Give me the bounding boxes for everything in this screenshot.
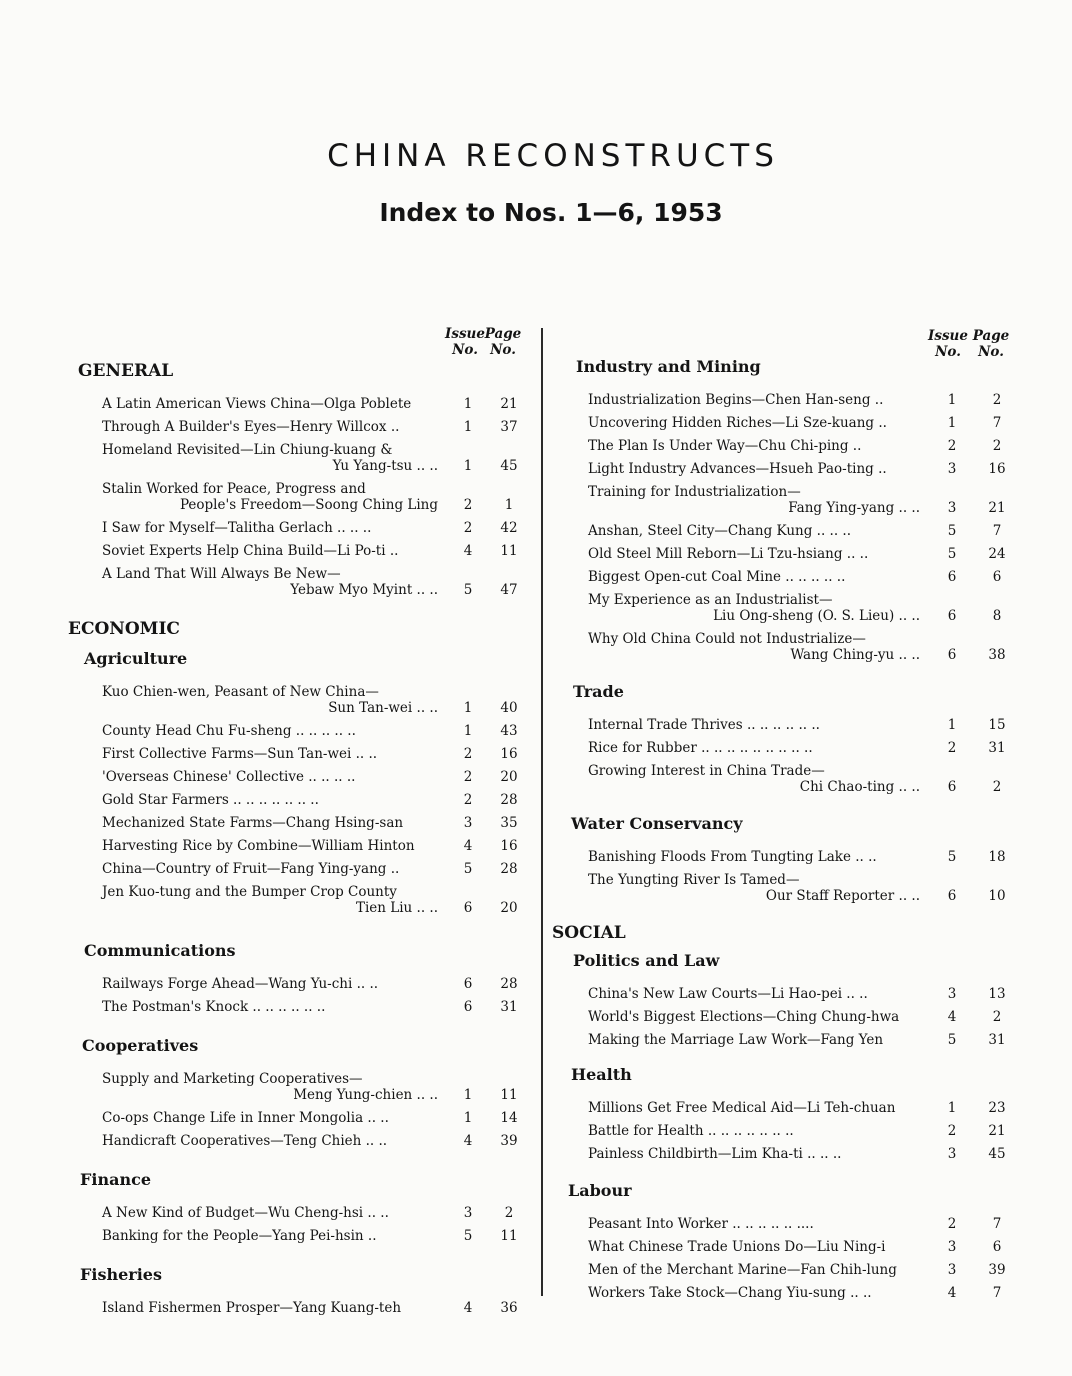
page-number: 2 [504,1205,514,1221]
entry-title: Railways Forge Ahead—Wang Yu-chi .. .. [102,976,379,992]
page-number: 45 [500,458,518,474]
issue-number: 2 [947,740,957,756]
entry-title: Uncovering Hidden Riches—Li Sze-kuang .. [588,415,887,431]
index-entry [68,1228,530,1244]
issue-number: 1 [463,1110,473,1126]
subsection-heading-water: Water Conservancy [571,814,743,833]
fisheries-entries [68,1300,530,1316]
issue-number: 3 [947,1239,957,1255]
politics-entries [550,986,1020,1048]
issue-number: 4 [947,1009,957,1025]
entry-author: People's Freedom—Soong Ching Ling [179,497,438,513]
page-number: 21 [500,396,518,412]
issue-number: 4 [463,543,473,559]
page-number: 28 [500,861,518,877]
index-entry [550,763,1020,795]
page-number: 2 [992,1009,1002,1025]
issue-number: 6 [947,608,957,624]
entry-title: Battle for Health .. .. .. .. .. .. .. [588,1123,794,1139]
page-number: 35 [500,815,518,831]
entry-title: Co-ops Change Life in Inner Mongolia .. .. [102,1110,389,1126]
entry-title: Growing Interest in China Trade— [588,763,825,779]
index-entry [550,592,1020,624]
issue-number: 4 [463,1300,473,1316]
issue-number: 2 [463,497,473,513]
index-entry [550,717,1020,733]
communications-entries [68,976,530,1015]
issue-number: 6 [947,779,957,795]
entry-title: Painless Childbirth—Lim Kha-ti .. .. .. [588,1146,842,1162]
page-number: 21 [988,1123,1006,1139]
index-entry [550,1262,1020,1278]
index-subtitle: Index to Nos. 1—6, 1953 [379,198,723,227]
issue-number: 1 [463,458,473,474]
page-number: 1 [504,497,514,513]
index-entry [68,861,530,877]
page-number: 11 [500,543,518,559]
page-number: 11 [500,1228,518,1244]
index-entry [550,484,1020,516]
subsection-heading-communications: Communications [84,941,236,960]
page-number: 18 [988,849,1006,865]
entry-title: A Land That Will Always Be New— [102,566,341,582]
index-entry [550,392,1020,408]
issue-no-label: No. [935,344,961,360]
page-number: 6 [992,1239,1002,1255]
issue-number: 6 [947,888,957,904]
column-header [68,320,530,360]
page-number: 15 [988,717,1006,733]
entry-author: Yebaw Myo Myint .. .. [290,582,438,598]
page-number: 7 [992,1216,1002,1232]
issue-number: 3 [463,1205,473,1221]
entry-title: Internal Trade Thrives .. .. .. .. .. .. [588,717,820,733]
entry-title: Light Industry Advances—Hsueh Pao-ting .. [588,461,887,477]
issue-number: 1 [947,392,957,408]
index-entry [550,849,1020,865]
column-header [550,320,1020,360]
page-number: 37 [500,419,518,435]
subsection-heading-cooperatives: Cooperatives [82,1036,199,1055]
general-entries [68,396,530,598]
entry-author: Liu Ong-sheng (O. S. Lieu) .. .. [713,608,920,624]
index-entry [550,1216,1020,1232]
page-number: 39 [500,1133,518,1149]
subsection-heading-trade: Trade [573,682,624,701]
entry-author: Fang Ying-yang .. .. [788,500,920,516]
entry-title: Workers Take Stock—Chang Yiu-sung .. .. [588,1285,872,1301]
issue-number: 1 [463,700,473,716]
entry-author: Meng Yung-chien .. .. [293,1087,438,1103]
page-number: 2 [992,779,1002,795]
entry-title: Men of the Merchant Marine—Fan Chih-lung [588,1262,897,1278]
index-entry [68,815,530,831]
entry-title: Biggest Open-cut Coal Mine .. .. .. .. .. [588,569,846,585]
index-entry [68,1110,530,1126]
issue-number: 6 [463,976,473,992]
index-entry [68,520,530,536]
entry-title: Harvesting Rice by Combine—William Hinton [102,838,415,854]
index-entry [550,631,1020,663]
page-header-label: Page [484,326,522,342]
section-heading-general: GENERAL [78,361,174,381]
finance-entries [68,1205,530,1244]
page-number: 45 [988,1146,1006,1162]
issue-number: 2 [947,438,957,454]
issue-number: 3 [947,1146,957,1162]
page-number: 16 [988,461,1006,477]
page-number: 21 [988,500,1006,516]
entry-title: Banishing Floods From Tungting Lake .. .. [588,849,877,865]
index-entry [550,461,1020,477]
page-number: 10 [988,888,1006,904]
issue-number: 5 [463,1228,473,1244]
issue-number: 6 [947,647,957,663]
page-number: 42 [500,520,518,536]
health-entries [550,1100,1020,1162]
section-heading-economic: ECONOMIC [68,619,180,639]
entry-title: Training for Industrialization— [588,484,801,500]
index-entry [68,419,530,435]
entry-title: Handicraft Cooperatives—Teng Chieh .. .. [102,1133,388,1149]
index-entry [68,1205,530,1221]
issue-number: 5 [947,523,957,539]
entry-title: The Plan Is Under Way—Chu Chi-ping .. [588,438,862,454]
index-entry [68,442,530,474]
page-number: 7 [992,523,1002,539]
page-header-label: Page [972,328,1010,344]
index-entry [68,746,530,762]
subsection-heading-finance: Finance [80,1170,151,1189]
index-entry [68,976,530,992]
entry-author: Our Staff Reporter .. .. [765,888,920,904]
entry-title: What Chinese Trade Unions Do—Liu Ning-i [588,1239,886,1255]
page-number: 20 [500,769,518,785]
entry-title: Banking for the People—Yang Pei-hsin .. [102,1228,377,1244]
entry-title: Anshan, Steel City—Chang Kung .. .. .. [588,523,851,539]
entry-title: Rice for Rubber .. .. .. .. .. .. .. .. .. [588,740,813,756]
page-number: 6 [992,569,1002,585]
page-number: 43 [500,723,518,739]
index-entry [550,415,1020,431]
index-entry [68,1133,530,1149]
entry-title: Gold Star Farmers .. .. .. .. .. .. .. [102,792,319,808]
issue-number: 2 [947,1123,957,1139]
issue-number: 2 [463,769,473,785]
issue-no-label: No. [452,342,478,358]
index-entry [68,1071,530,1103]
index-entry [68,481,530,513]
water-entries [550,849,1020,904]
page-number: 7 [992,415,1002,431]
page-number: 31 [500,999,518,1015]
issue-number: 1 [463,396,473,412]
issue-number: 4 [947,1285,957,1301]
entry-title: County Head Chu Fu-sheng .. .. .. .. .. [102,723,356,739]
issue-number: 3 [947,500,957,516]
issue-header-label: Issue [928,328,968,344]
index-entry [550,740,1020,756]
issue-number: 3 [463,815,473,831]
page-no-label: No. [490,342,516,358]
entry-author: Wang Ching-yu .. .. [790,647,920,663]
entry-title: Stalin Worked for Peace, Progress and [102,481,366,497]
issue-number: 3 [947,986,957,1002]
subsection-heading-politics: Politics and Law [573,951,720,970]
cooperatives-entries [68,1071,530,1149]
entry-title: The Postman's Knock .. .. .. .. .. .. [102,999,326,1015]
issue-number: 5 [947,1032,957,1048]
entry-title: Mechanized State Farms—Chang Hsing-san [102,815,404,831]
index-entry [68,884,530,916]
page-number: 8 [992,608,1002,624]
entry-title: Why Old China Could not Industrialize— [588,631,866,647]
entry-author: Sun Tan-wei .. .. [328,700,438,716]
entry-title: Supply and Marketing Cooperatives— [102,1071,363,1087]
issue-number: 2 [947,1216,957,1232]
index-entry [550,872,1020,904]
page-number: 7 [992,1285,1002,1301]
index-entry [550,1239,1020,1255]
entry-title: Making the Marriage Law Work—Fang Yen [588,1032,884,1048]
issue-number: 2 [463,792,473,808]
issue-number: 2 [463,520,473,536]
publication-title: CHINA RECONSTRUCTS [327,138,779,174]
index-entry [68,1300,530,1316]
entry-title: I Saw for Myself—Talitha Gerlach .. .. .. [102,520,372,536]
entry-author: Chi Chao-ting .. .. [799,779,920,795]
column-divider [541,328,543,1296]
subsection-heading-agriculture: Agriculture [84,649,188,668]
page-number: 40 [500,700,518,716]
index-entry [68,684,530,716]
entry-title: Through A Builder's Eyes—Henry Willcox .. [102,419,400,435]
index-entry [68,543,530,559]
issue-number: 5 [463,582,473,598]
index-entry [550,1123,1020,1139]
index-entry [68,769,530,785]
index-entry [550,1285,1020,1301]
issue-number: 3 [947,1262,957,1278]
page-number: 28 [500,976,518,992]
issue-number: 1 [463,723,473,739]
entry-title: Old Steel Mill Reborn—Li Tzu-hsiang .. .. [588,546,869,562]
issue-number: 6 [463,900,473,916]
index-entry [550,438,1020,454]
page-number: 31 [988,740,1006,756]
entry-title: Homeland Revisited—Lin Chiung-kuang & [102,442,393,458]
left-column [68,320,530,1323]
entry-title: Island Fishermen Prosper—Yang Kuang-teh [102,1300,402,1316]
index-entry [68,396,530,412]
issue-number: 4 [463,1133,473,1149]
index-entry [68,566,530,598]
issue-header-label: Issue [445,326,485,342]
index-entry [68,999,530,1015]
entry-title: China's New Law Courts—Li Hao-pei .. .. [588,986,868,1002]
page-number: 16 [500,746,518,762]
entry-title: Peasant Into Worker .. .. .. .. .. .... [588,1216,814,1232]
index-entry [550,1009,1020,1025]
issue-number: 6 [947,569,957,585]
subsection-heading-health: Health [571,1065,632,1084]
entry-title: The Yungting River Is Tamed— [588,872,800,888]
page-number: 11 [500,1087,518,1103]
page-number: 36 [500,1300,518,1316]
entry-title: Soviet Experts Help China Build—Li Po-ti .. [102,543,399,559]
entry-title: A New Kind of Budget—Wu Cheng-hsi .. .. [102,1205,389,1221]
entry-title: Kuo Chien-wen, Peasant of New China— [102,684,379,700]
issue-number: 1 [947,717,957,733]
page-number: 13 [988,986,1006,1002]
index-entry [550,1100,1020,1116]
entry-title: Industrialization Begins—Chen Han-seng .. [588,392,884,408]
entry-title: First Collective Farms—Sun Tan-wei .. .. [102,746,378,762]
issue-number: 3 [947,461,957,477]
index-entry [68,792,530,808]
subsection-heading-industry: Industry and Mining [576,357,761,376]
page-number: 23 [988,1100,1006,1116]
issue-number: 5 [947,849,957,865]
index-entry [550,1146,1020,1162]
page-number: 38 [988,647,1006,663]
index-entry [550,1032,1020,1048]
issue-number: 1 [463,419,473,435]
page-number: 2 [992,438,1002,454]
industry-entries [550,392,1020,663]
entry-title: A Latin American Views China—Olga Poblete [102,396,412,412]
entry-title: 'Overseas Chinese' Collective .. .. .. .. [102,769,356,785]
page-number: 16 [500,838,518,854]
issue-number: 4 [463,838,473,854]
page-no-label: No. [978,344,1004,360]
page-number: 2 [992,392,1002,408]
issue-number: 1 [463,1087,473,1103]
page-number: 31 [988,1032,1006,1048]
issue-number: 6 [463,999,473,1015]
index-entry [550,523,1020,539]
index-entry [550,986,1020,1002]
page-number: 14 [500,1110,518,1126]
trade-entries [550,717,1020,795]
page-number: 20 [500,900,518,916]
page-number: 47 [500,582,518,598]
entry-title: My Experience as an Industrialist— [588,592,833,608]
entry-author: Tien Liu .. .. [355,900,438,916]
issue-number: 1 [947,415,957,431]
page-number: 39 [988,1262,1006,1278]
labour-entries [550,1216,1020,1301]
entry-title: World's Biggest Elections—Ching Chung-hwa [588,1009,900,1025]
entry-title: China—Country of Fruit—Fang Ying-yang .. [102,861,400,877]
entry-author: Yu Yang-tsu .. .. [332,458,438,474]
index-entry [550,569,1020,585]
issue-number: 5 [463,861,473,877]
subsection-heading-labour: Labour [568,1181,632,1200]
issue-number: 5 [947,546,957,562]
section-heading-social: SOCIAL [552,923,626,943]
page-number: 28 [500,792,518,808]
index-entry [550,546,1020,562]
page-number: 24 [988,546,1006,562]
subsection-heading-fisheries: Fisheries [80,1265,162,1284]
entry-title: Millions Get Free Medical Aid—Li Teh-chuan [588,1100,896,1116]
entry-title: Jen Kuo-tung and the Bumper Crop County [102,884,397,900]
right-column [550,320,1020,1308]
issue-number: 2 [463,746,473,762]
index-entry [68,723,530,739]
issue-number: 1 [947,1100,957,1116]
index-entry [68,838,530,854]
agriculture-entries [68,684,530,916]
